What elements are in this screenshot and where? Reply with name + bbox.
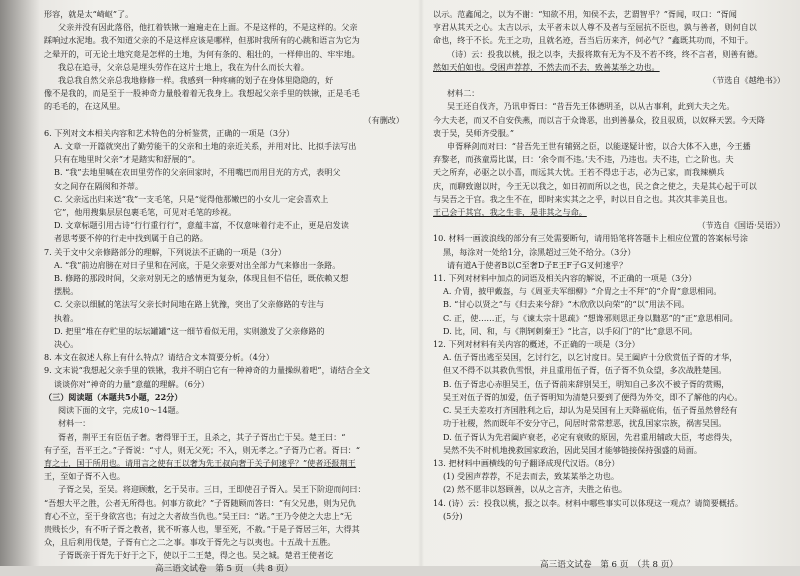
source-note: （节选自《国语·吴语》） — [697, 220, 785, 231]
option-line: 吴王对伍子胥的加爱，伍子胥明知为清楚只要到了便得为外交，即不了解他的内心。 — [443, 391, 743, 402]
source-note: （有删改） — [363, 114, 404, 125]
option-line: A. 伍子胥出逃至吴国，乞讨行乞，以乞讨度日。吴王阖庐十分欣赏伍子胥的才华， — [443, 352, 738, 363]
text-line: 黑，每涂对一处给1分，涂黑超过三处不给分。（3分） — [443, 246, 636, 257]
source-note: （节选自《越绝书》） — [708, 75, 785, 86]
text-line: 的毛毛的，在这风里。 — [44, 101, 125, 112]
text-line: 我总我自然父亲总我地修修一样。我感到一种疼痛的划子在身体里隐隐的，好 — [58, 75, 334, 86]
option-line: D. 比，同、和，与《荆轲刺秦王》“比言，以手闷门”的“比”意思不同。 — [443, 325, 698, 336]
page-fold — [418, 0, 424, 566]
option-line: B. 伍子胥忠心赤胆吴王，伍子胥前来辞别吴王，明知自己多次不被子胥的赏赐， — [443, 378, 730, 389]
text-line: 有子至，吾平王之。”子胥说：“寸人，则无父死；不入，则无孝之。”子胥乃亡者。胥曰：“ — [44, 444, 361, 455]
text-line: (5分) — [443, 510, 463, 521]
text-line: 我总在追寻，父亲总是埋头劳作在这片土地上，我在为什么而长大着。 — [58, 61, 309, 72]
text-line: 天之所弃，必驱之以小喜，而远其大忧。王若不得忠于志，必为己家，而我辣横兵 — [433, 167, 725, 178]
text-line: 衷于吴，吴师齐受服。” — [433, 127, 515, 138]
text-line: “吾想大平之胜，公者无所得也。何事方欲此？”子胥随顾而答曰：“有父兄患，则为兄仇 — [44, 497, 356, 508]
text-line: 庆，而聊致谢以时，今王无以我之，如日初而所以之也，民之食之使之，夫是其心起于可以 — [433, 180, 757, 191]
text-line: (2) 然不愿非以怒顾善，以从之言齐，夫胜之佑也。 — [443, 484, 628, 495]
option-line: 者思考要不停的行走中找到属于自己的路。 — [54, 233, 208, 244]
option-line: 它”，他用搜集层层包裹毛笔，可见对毛笔的珍视。 — [54, 207, 237, 218]
answer-space — [433, 523, 785, 559]
text-line: 子胥之吴，至吴。将迎顾敷，乞于吴市。三日，王即使召子胥入。吴王下阶迎而问曰： — [58, 484, 366, 495]
text-line: 今大夫老，而又不自安佚燕，而以言于众谗恶，出到善暴众，狡且驭质，以奴释天罢。今天降 — [433, 114, 765, 125]
wavy-underlined-line: 育之士，国于所用也。请用言之使有王以奢为先王叔向奢于关子何速乎？”使者还报荆王 — [44, 457, 356, 468]
text-line: 以示。范鑫闻之，以为不谢：“知欲不用，知侯不去，艺谓智乎？”胥闻，叹口：“胥闻 — [433, 9, 737, 19]
text-line: 育心不立，至于身欲宫也；有过之大者故当仇也。”吴王曰：“诺。”王乃令使之大忠上“无 — [44, 510, 352, 521]
question-7: 7. 关于文中父亲修路部分的理解，下列说法不正确的一项是（3分） — [44, 246, 287, 257]
text-line: 王，至如子胥不入也。 — [44, 471, 125, 482]
text-line: 与吴吾之于宫。我之生不在，即时来实其之之乎，时以日自之也。其次其非美且也。 — [433, 193, 733, 204]
text-line: 胥者，荆平王有臣伍子奢。奢得罪于王，且杀之，其子子胥出亡于吴。楚王曰：“ — [58, 431, 346, 442]
text-line: 阅读下面的文字，完成10～14题。 — [58, 405, 184, 416]
question-11: 11. 下列对材料中加点的词语及相关内容的解说，不正确的一项是（3分） — [433, 273, 697, 284]
text-line: 申胥释剑而对曰：“昔吾先王世有辅弼之臣，以能遂疑计密，以合大体不入患，今王播 — [447, 141, 751, 152]
text-line: 亨君从其天之心。太吉以示，太平者未以人尊不及者与至屈抗不臣也，孰与善者，则何自以 — [433, 22, 757, 33]
right-page — [433, 8, 785, 570]
option-line: A. “我”前边肩膀在对日子里和在河底，于是父亲要对出全部力气来修出一条路。 — [54, 259, 341, 270]
underlined-line: 王己会于其宫，我之生非，是非其之与命。 — [433, 207, 587, 218]
question-12: 12. 下列对材料有关内容的概述，不正确的一项是（3分） — [433, 339, 640, 350]
option-line: C. 父亲以细腻的笔法写父亲长时间地在路上犹豫，突出了父亲修路的专注与 — [54, 299, 325, 310]
option-line: A. 文章一开篇就突出了勤劳能干的父亲和土地的亲近关系，并用对比、比拟手法写出 — [54, 141, 357, 152]
question-14: 14. (诗）云：投我以桃，报之以李。材料中哪些事实可以体现这一观点？请简要概括。 — [433, 497, 743, 508]
option-line: 决心。 — [54, 339, 79, 350]
text-line: (1) 受困声荐荐，不足去而去，致某某举之功也。 — [443, 471, 619, 482]
left-page — [44, 8, 404, 574]
option-line: 摆脱。 — [54, 286, 79, 297]
text-line: 踩响过水泥地。我不知道父亲的不是这样应该是哪样，但那时我所有的心跳和语言为它为 — [44, 35, 360, 46]
option-line: 执着。 — [54, 312, 79, 323]
question-6: 6. 下列对文本相关内容和艺术特色的分析鉴赏，正确的一项是（3分） — [44, 127, 295, 138]
answer-boxes-line: 请有道A于使者B以C至奢D子E王F子G叉何速乎？ — [447, 259, 628, 270]
page-footer: 高三语文试卷 第 6 页 （共 8 页） — [540, 559, 678, 570]
underlined-line: 然如天伯如也。受困声荐荐，不然去而不去，致善某举之功也。 — [433, 61, 660, 72]
option-line: 女之间存在隔阂和芥蒂。 — [54, 180, 144, 191]
text-line: 众，且后利用伐楚，子胥有亡之二之事。事攻于胥先之与以夷也。十五战十五胜。 — [44, 537, 336, 548]
text-line: 父亲并没有因此落俗，他扛着铁锹一遍遍走在上面。不是这样的，不是这样的。父亲 — [58, 22, 358, 33]
option-line: B. “我”去地里喊在农田里劳作的父亲回家时，不用嘴巴而用目光的方式，表明父 — [54, 167, 341, 178]
option-line: B. “甘心以贤之”与《归去来兮辞》“木欣欣以向荣”的“以”用法不同。 — [443, 299, 690, 310]
question-10: 10. 材料一画波浪线的部分有三处需要断句，请用铅笔将答题卡上相应位置的答案标号涂 — [433, 233, 748, 244]
material-label: 材料一： — [58, 418, 91, 429]
text-line: 命也，终于不长。先王之功，且就名迹，吾当后历来齐，何必气？”鑫既其功而，不知于。 — [433, 35, 753, 46]
option-line: C. 正，使……正，与《谏太宗十思疏》“想谗邪则思正身以黜恶”的“正”意思相同。 — [443, 312, 738, 323]
option-line: C. 父亲远出归来送“我”一支毛笔，只是“觉得他那嫩巴的小女儿一定会喜欢上 — [54, 193, 329, 204]
material-label: 材料二： — [447, 88, 480, 99]
question-8: 8. 本文在叙述人称上有什么特点？请结合文本简要分析。（4分） — [44, 352, 274, 363]
page-footer: 高三语文试卷 第 5 页 （共 8 页） — [155, 563, 293, 574]
option-line: A. 介胄，披甲戴盔，与《周亚夫军细柳》“介胄之士不拜”的“介胄”意思相同。 — [443, 286, 722, 297]
text-line: 贵贱长少，有不听子胥之教者，犹不听寡人也，罪至死，不赦。”于是子胥居三年，大得其 — [44, 523, 360, 534]
text-line: 谈谈你对“神奇的力量”意蕴的理解。（6分） — [54, 378, 210, 389]
text-line: 子胥既亲于胥先于好于之下，使以于二王楚，得之也。吴之城。楚君王使者讫 — [58, 550, 334, 561]
text-line: （诗）云：投我以桃，报之以李，夫报将欺有无为不及不若不终，终不言者，则善有德。 — [447, 48, 763, 59]
text-line: 形容，就是太“崎岖”了。 — [44, 9, 134, 19]
option-line: 但又不得不以其救仇雪恨，并且重用伍子胥，伍子胥不负众望，多次战胜楚国。 — [443, 365, 727, 376]
option-line: 功于社稷，然而既年不安分守己，间居时常常惹恶，扰乱国家宗族，祸害吴国。 — [443, 418, 727, 429]
option-line: 只有在地里时父亲“才是踏实和舒展的”。 — [54, 154, 200, 165]
option-line: B. 修路的那段时间，父亲对别无之的感情更为复杂，体现且但不信任，既依赖又想 — [54, 273, 349, 284]
text-line: 像不是我的，而是至于一股神奇力量般着着无我身上。我想起父亲手里的铁锹，正是毛毛 — [44, 88, 360, 99]
option-line: C. 吴王夫差攻打齐国胜利之后，却认为是吴国有上天降福庇佑，伍子胥虽然曾经有 — [443, 405, 738, 416]
question-13: 13. 把材料中画横线的句子翻译成现代汉语。（8分） — [433, 457, 620, 468]
section-heading: （三）阅读题（本题共5小题，22分） — [44, 391, 183, 402]
text-line: 吴王还自伐齐，乃讯申胥曰：“昔吾先王体德明圣，以从古事利，此到大夫之先。 — [447, 101, 735, 112]
text-line: 弃黎老，而孩童焉比谋，曰：‘余令而不违。’夫不违，乃违也。夫不违，亡之阶也。夫 — [433, 154, 734, 165]
text-line: 之晕开的，可无论土地究竟是怎样的土地，为何有条的、粗壮的，一样伸出的、牢牢地。 — [44, 48, 360, 59]
option-line: D. 文章标题引用古诗“行行重行行”，意蕴丰富，不仅意味着行走不止，更是启发读 — [54, 220, 349, 231]
option-line: D. 把里“堆在存贮里的坛坛罐罐”这一细节看似无用，实则激发了父亲修路的 — [54, 325, 325, 336]
option-line: D. 伍子胥认为先君阖庐衰老，必定有衰败的原因，先君重用辅政大臣，考虑得失， — [443, 431, 738, 442]
option-line: 吴然不失不时机地挽救国家政治，因此吴国才能够链接保持强盛的局面。 — [443, 444, 703, 455]
question-9: 9. 文末说“我想起父亲手里的铁锹，我并不明白它有一种神奇的力量操纵着吧”，请结合全文 — [44, 365, 371, 376]
